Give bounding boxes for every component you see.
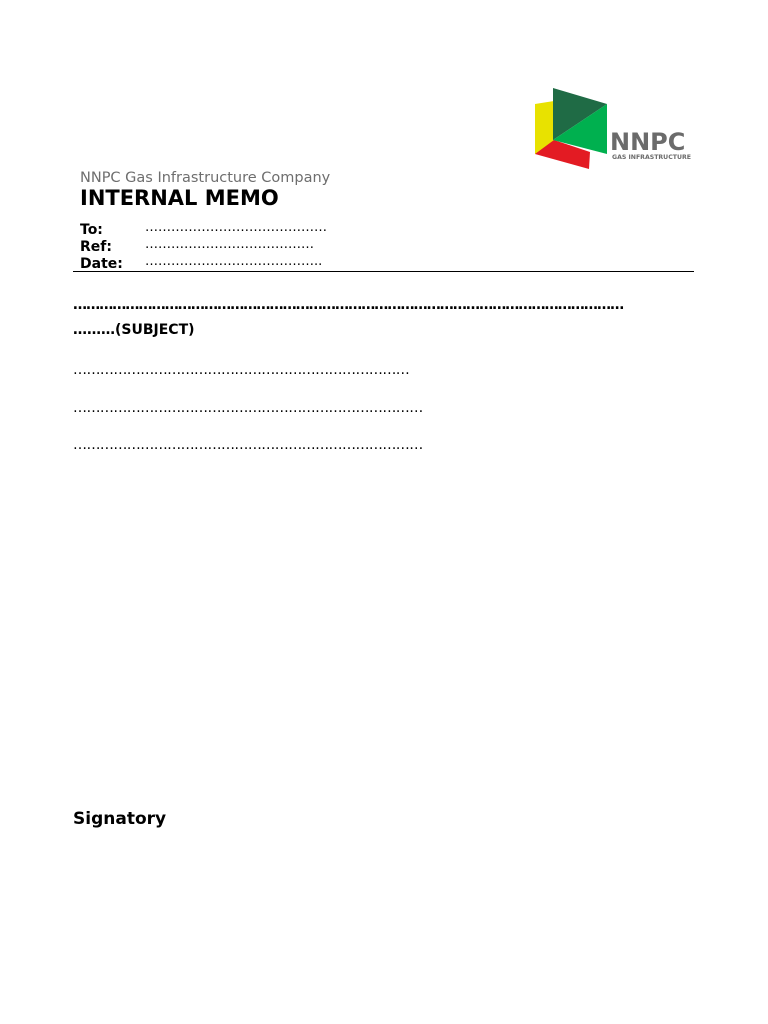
field-to-label: To:	[80, 222, 103, 238]
field-date-value: …………………………………..	[145, 254, 323, 269]
body-line: ……………………………………………………………………	[73, 437, 423, 453]
signatory-label: Signatory	[73, 809, 167, 829]
nnpc-logo	[532, 86, 692, 172]
memo-title: INTERNAL MEMO	[80, 186, 279, 210]
field-date-label: Date:	[80, 256, 123, 272]
subject-label: ………(SUBJECT)	[73, 322, 195, 338]
logo-wordmark: NNPC	[610, 128, 686, 156]
body-line: …………………………………………………………………	[73, 362, 410, 378]
field-to-value: ……………………………………	[145, 220, 327, 235]
logo-subtitle: GAS INFRASTRUCTURE	[612, 154, 691, 161]
subject-dots: ………………………………………………………………………………………………………………	[73, 297, 624, 313]
company-name: NNPC Gas Infrastructure Company	[80, 170, 331, 186]
field-ref-label: Ref:	[80, 239, 112, 255]
field-ref-value: …………………………………	[145, 237, 314, 252]
header-divider	[73, 271, 694, 272]
body-line: ……………………………………………………………………	[73, 400, 423, 416]
nnpc-logo-mark-icon	[532, 86, 612, 172]
